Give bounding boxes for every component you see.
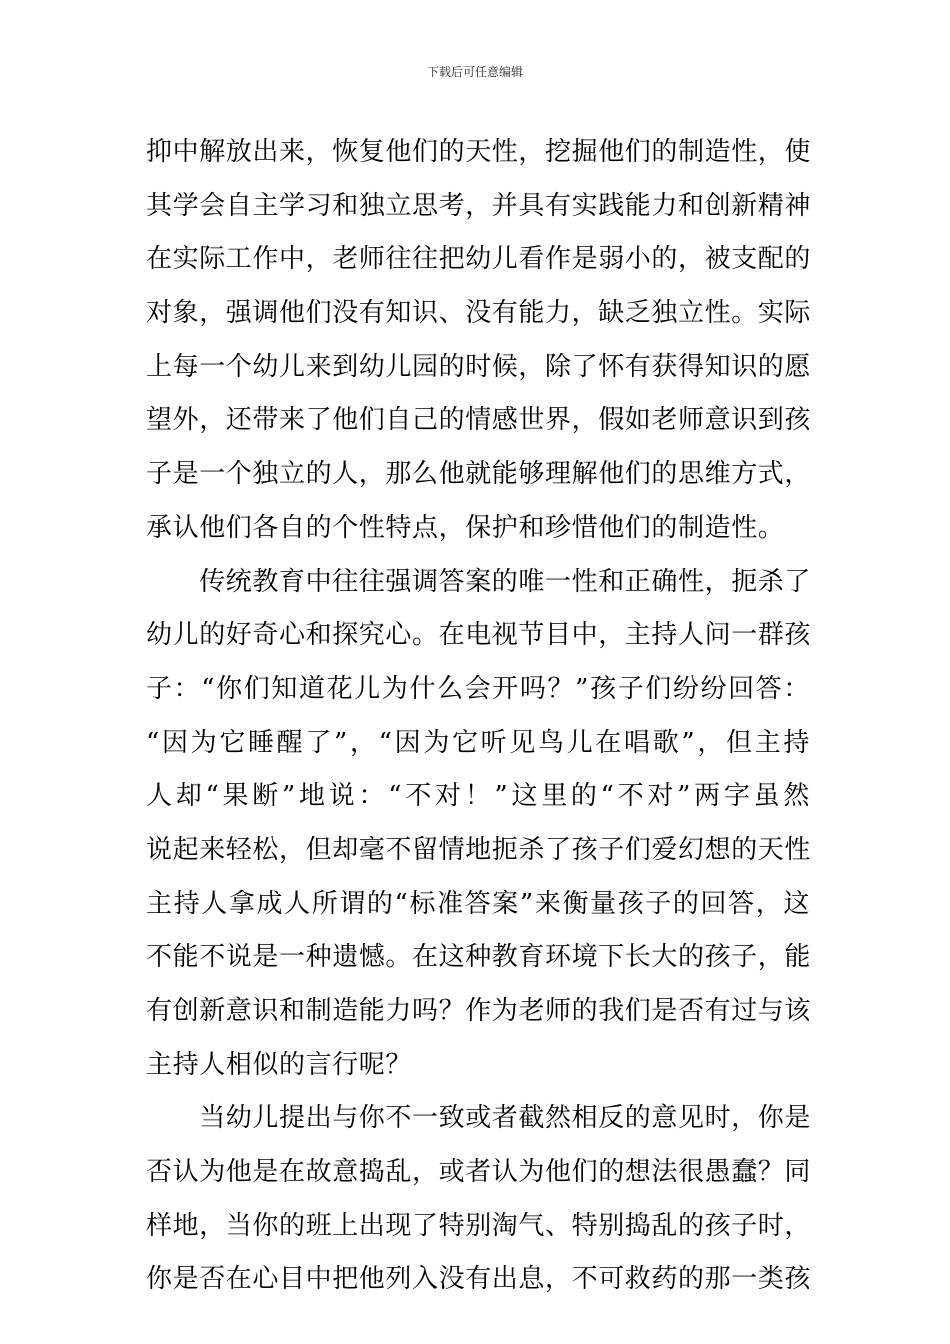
text-line: 其学会自主学习和独立思考，并具有实践能力和创新精神 bbox=[146, 190, 812, 221]
text-line: 对象，强调他们没有知识、没有能力，缺乏独立性。实际 bbox=[146, 298, 812, 329]
text-line: 有创新意识和制造能力吗？作为老师的我们是否有过与该 bbox=[146, 996, 812, 1026]
text-line: 不能不说是一种遗憾。在这种教育环境下长大的孩子，能 bbox=[146, 942, 812, 973]
text-line: “因为它睡醒了”，“因为它听见鸟儿在唱歌”，但主持 bbox=[146, 727, 810, 758]
text-line: 上每一个幼儿来到幼儿园的时候，除了怀有获得知识的愿 bbox=[146, 351, 812, 382]
text-line: 主持人相似的言行呢？ bbox=[146, 1049, 413, 1080]
text-line: 样地，当你的班上出现了特别淘气、特别捣乱的孩子时， bbox=[146, 1210, 812, 1241]
text-line: 幼儿的好奇心和探究心。在电视节目中，主持人问一群孩 bbox=[146, 620, 812, 651]
text-line: 子是一个独立的人，那么他就能够理解他们的思维方式， bbox=[146, 459, 812, 490]
text-line: 说起来轻松，但却毫不留情地扼杀了孩子们爱幻想的天性 bbox=[146, 834, 812, 865]
text-line: 子：“你们知道花儿为什么会开吗？”孩子们纷纷回答： bbox=[146, 673, 810, 704]
document-body bbox=[146, 126, 810, 1307]
text-line: 否认为他是在故意捣乱，或者认为他们的想法很愚蠢？同 bbox=[146, 1157, 812, 1188]
text-line: 当幼儿提出与你不一致或者截然相反的意见时，你是 bbox=[146, 1103, 812, 1134]
text-line: 你是否在心目中把他列入没有出息，不可救药的那一类孩 bbox=[146, 1264, 812, 1295]
text-line: 主持人拿成人所谓的“标准答案”来衡量孩子的回答，这 bbox=[146, 888, 810, 919]
text-line: 在实际工作中，老师往往把幼儿看作是弱小的，被支配的 bbox=[146, 244, 812, 275]
text-line: 望外，还带来了他们自己的情感世界，假如老师意识到孩 bbox=[146, 405, 812, 436]
text-line: 承认他们各自的个性特点，保护和珍惜他们的制造性。 bbox=[146, 512, 785, 543]
text-line: 人却“果断”地说：“不对！”这里的“不对”两字虽然 bbox=[146, 781, 810, 812]
text-line: 传统教育中往往强调答案的唯一性和正确性，扼杀了 bbox=[146, 566, 812, 597]
text-line: 抑中解放出来，恢复他们的天性，挖掘他们的制造性，使 bbox=[146, 137, 812, 167]
page-header: 下载后可任意编辑 bbox=[426, 65, 523, 79]
